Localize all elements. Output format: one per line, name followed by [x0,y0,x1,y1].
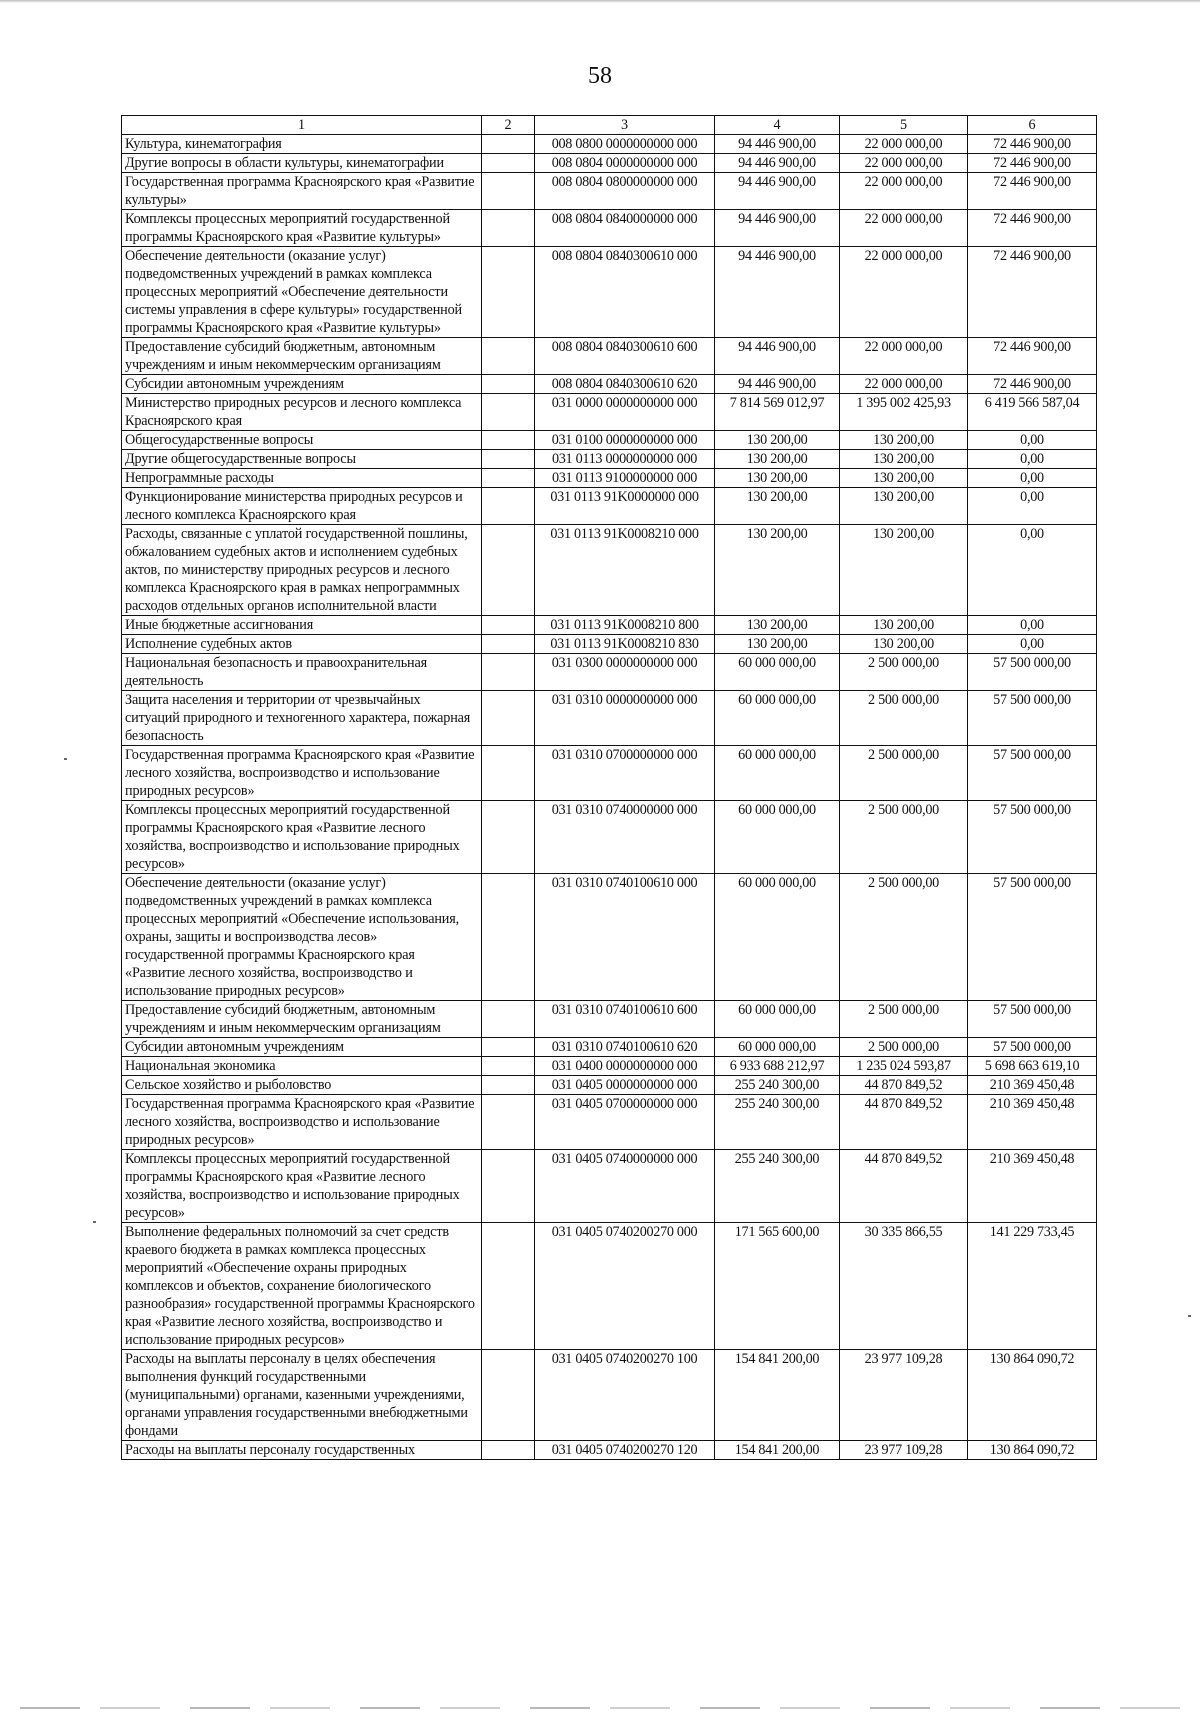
cell-col-5: 22 000 000,00 [840,338,968,375]
cell-col-5: 130 200,00 [840,488,968,525]
cell-col-2 [482,338,535,375]
cell-col-4: 60 000 000,00 [715,746,840,801]
cell-col-2 [482,173,535,210]
header-col-6: 6 [968,116,1097,135]
table-row [122,394,1097,431]
cell-name: Расходы на выплаты персоналу государственных [122,1441,482,1460]
table-row [122,1095,1097,1150]
cell-col-6: 0,00 [968,450,1097,469]
cell-code: 008 0804 0840000000 000 [535,210,715,247]
cell-col-4: 94 446 900,00 [715,375,840,394]
cell-code: 031 0405 0740200270 100 [535,1350,715,1441]
cell-col-2 [482,874,535,1001]
cell-name: Комплексы процессных мероприятий государственной программы Красноярского края «Развитие лесного хозяйства, воспроизводство и использование природных ресурсов» [122,1150,482,1223]
table-row [122,431,1097,450]
scan-speck [93,1221,96,1223]
cell-name: Государственная программа Красноярского края «Развитие лесного хозяйства, воспроизводство и использование природных ресурсов» [122,1095,482,1150]
cell-name: Непрограммные расходы [122,469,482,488]
cell-col-6: 0,00 [968,488,1097,525]
cell-col-2 [482,525,535,616]
cell-col-5: 1 235 024 593,87 [840,1057,968,1076]
cell-col-6: 141 229 733,45 [968,1223,1097,1350]
cell-col-6: 72 446 900,00 [968,247,1097,338]
cell-name: Расходы, связанные с уплатой государственной пошлины, обжалованием судебных актов и исполнением судебных актов, по министерству природных ресурсов и лесного комплекса Красноярского края в рамках непрограммных расходов отдельных органов исполнительной власти [122,525,482,616]
table-header [122,116,1097,135]
cell-col-2 [482,1057,535,1076]
cell-col-2 [482,635,535,654]
cell-col-6: 0,00 [968,431,1097,450]
cell-col-4: 6 933 688 212,97 [715,1057,840,1076]
cell-col-5: 22 000 000,00 [840,375,968,394]
cell-code: 031 0113 91K0000000 000 [535,488,715,525]
table-row [122,691,1097,746]
cell-col-4: 154 841 200,00 [715,1441,840,1460]
cell-col-2 [482,801,535,874]
cell-col-5: 44 870 849,52 [840,1095,968,1150]
table-row [122,874,1097,1001]
cell-code: 008 0804 0840300610 600 [535,338,715,375]
cell-col-4: 60 000 000,00 [715,801,840,874]
cell-col-2 [482,1441,535,1460]
scan-speck [1188,1315,1191,1317]
cell-col-2 [482,394,535,431]
cell-code: 031 0000 0000000000 000 [535,394,715,431]
cell-name: Министерство природных ресурсов и лесного комплекса Красноярского края [122,394,482,431]
cell-name: Другие общегосударственные вопросы [122,450,482,469]
table-row [122,1223,1097,1350]
cell-col-6: 210 369 450,48 [968,1076,1097,1095]
cell-col-5: 22 000 000,00 [840,247,968,338]
cell-col-6: 57 500 000,00 [968,874,1097,1001]
cell-col-4: 94 446 900,00 [715,247,840,338]
budget-table [121,115,1097,1460]
cell-code: 031 0405 0700000000 000 [535,1095,715,1150]
table-row [122,488,1097,525]
table-row [122,450,1097,469]
cell-col-5: 44 870 849,52 [840,1076,968,1095]
cell-col-4: 94 446 900,00 [715,173,840,210]
cell-col-4: 60 000 000,00 [715,654,840,691]
cell-col-6: 57 500 000,00 [968,691,1097,746]
cell-code: 031 0310 0000000000 000 [535,691,715,746]
cell-col-5: 2 500 000,00 [840,1038,968,1057]
cell-col-2 [482,1095,535,1150]
table-row [122,154,1097,173]
scan-speck [64,758,67,760]
cell-col-4: 94 446 900,00 [715,154,840,173]
cell-col-2 [482,1150,535,1223]
cell-col-6: 57 500 000,00 [968,1038,1097,1057]
cell-col-2 [482,210,535,247]
cell-col-6: 72 446 900,00 [968,210,1097,247]
table-row [122,635,1097,654]
cell-col-4: 130 200,00 [715,431,840,450]
cell-name: Предоставление субсидий бюджетным, автономным учреждениям и иным некоммерческим организациям [122,1001,482,1038]
cell-name: Национальная экономика [122,1057,482,1076]
table-row [122,1057,1097,1076]
table-row [122,1150,1097,1223]
header-row [122,116,1097,135]
table-body [122,135,1097,1460]
cell-col-5: 23 977 109,28 [840,1350,968,1441]
cell-col-5: 2 500 000,00 [840,801,968,874]
cell-code: 031 0405 0000000000 000 [535,1076,715,1095]
table-row [122,375,1097,394]
cell-col-4: 94 446 900,00 [715,210,840,247]
cell-col-6: 0,00 [968,525,1097,616]
cell-col-5: 23 977 109,28 [840,1441,968,1460]
cell-col-4: 154 841 200,00 [715,1350,840,1441]
cell-name: Обеспечение деятельности (оказание услуг) подведомственных учреждений в рамках комплекса процессных мероприятий «Обеспечение деятельности системы управления в сфере культуры» государственной программы Красноярского края «Развитие культуры» [122,247,482,338]
cell-col-5: 22 000 000,00 [840,210,968,247]
cell-col-6: 57 500 000,00 [968,654,1097,691]
cell-col-5: 2 500 000,00 [840,654,968,691]
header-col-4: 4 [715,116,840,135]
cell-name: Функционирование министерства природных ресурсов и лесного комплекса Красноярского края [122,488,482,525]
cell-code: 008 0804 0840300610 620 [535,375,715,394]
table-row [122,654,1097,691]
cell-code: 008 0804 0800000000 000 [535,173,715,210]
header-col-5: 5 [840,116,968,135]
cell-col-6: 72 446 900,00 [968,135,1097,154]
cell-col-6: 57 500 000,00 [968,801,1097,874]
cell-code: 031 0300 0000000000 000 [535,654,715,691]
cell-col-2 [482,135,535,154]
cell-col-4: 130 200,00 [715,616,840,635]
table-row [122,1350,1097,1441]
cell-name: Национальная безопасность и правоохранительная деятельность [122,654,482,691]
cell-col-4: 60 000 000,00 [715,874,840,1001]
cell-code: 031 0113 91K0008210 000 [535,525,715,616]
cell-col-2 [482,1038,535,1057]
table-row [122,746,1097,801]
table-row [122,247,1097,338]
cell-col-2 [482,746,535,801]
cell-col-5: 2 500 000,00 [840,874,968,1001]
cell-col-4: 60 000 000,00 [715,1001,840,1038]
cell-code: 031 0113 9100000000 000 [535,469,715,488]
table-row [122,1076,1097,1095]
cell-code: 008 0800 0000000000 000 [535,135,715,154]
cell-col-5: 130 200,00 [840,431,968,450]
cell-col-6: 72 446 900,00 [968,375,1097,394]
cell-col-4: 130 200,00 [715,450,840,469]
table-row [122,801,1097,874]
cell-col-5: 30 335 866,55 [840,1223,968,1350]
cell-col-6: 0,00 [968,616,1097,635]
cell-col-6: 130 864 090,72 [968,1350,1097,1441]
cell-col-5: 130 200,00 [840,635,968,654]
cell-col-6: 0,00 [968,635,1097,654]
cell-code: 031 0310 0740100610 600 [535,1001,715,1038]
cell-col-5: 22 000 000,00 [840,154,968,173]
cell-code: 008 0804 0840300610 000 [535,247,715,338]
cell-name: Обеспечение деятельности (оказание услуг) подведомственных учреждений в рамках комплекса процессных мероприятий «Обеспечение использования, охраны, защиты и воспроизводства лесов» государственной программы Красноярского края «Развитие лесного хозяйства, воспроизводство и использование природных ресурсов» [122,874,482,1001]
cell-col-6: 57 500 000,00 [968,1001,1097,1038]
cell-col-6: 5 698 663 619,10 [968,1057,1097,1076]
cell-col-6: 210 369 450,48 [968,1095,1097,1150]
cell-name: Субсидии автономным учреждениям [122,375,482,394]
cell-col-2 [482,375,535,394]
table-row [122,525,1097,616]
cell-code: 031 0113 91K0008210 830 [535,635,715,654]
table-row [122,616,1097,635]
cell-col-5: 130 200,00 [840,450,968,469]
cell-name: Государственная программа Красноярского края «Развитие лесного хозяйства, воспроизводство и использование природных ресурсов» [122,746,482,801]
cell-col-2 [482,469,535,488]
cell-col-4: 94 446 900,00 [715,135,840,154]
cell-name: Сельское хозяйство и рыболовство [122,1076,482,1095]
scan-edge-bottom [20,1707,1180,1709]
cell-col-2 [482,1001,535,1038]
cell-col-4: 171 565 600,00 [715,1223,840,1350]
cell-name: Комплексы процессных мероприятий государственной программы Красноярского края «Развитие лесного хозяйства, воспроизводство и использование природных ресурсов» [122,801,482,874]
cell-col-2 [482,488,535,525]
cell-col-6: 72 446 900,00 [968,173,1097,210]
header-col-2: 2 [482,116,535,135]
cell-col-4: 255 240 300,00 [715,1076,840,1095]
cell-col-4: 60 000 000,00 [715,691,840,746]
header-col-3: 3 [535,116,715,135]
cell-col-5: 2 500 000,00 [840,1001,968,1038]
cell-col-5: 2 500 000,00 [840,691,968,746]
table-row [122,1001,1097,1038]
cell-col-2 [482,654,535,691]
cell-col-6: 6 419 566 587,04 [968,394,1097,431]
cell-col-6: 0,00 [968,469,1097,488]
cell-code: 031 0100 0000000000 000 [535,431,715,450]
cell-col-6: 57 500 000,00 [968,746,1097,801]
cell-col-5: 22 000 000,00 [840,173,968,210]
cell-col-2 [482,450,535,469]
cell-col-5: 44 870 849,52 [840,1150,968,1223]
cell-name: Исполнение судебных актов [122,635,482,654]
cell-col-5: 22 000 000,00 [840,135,968,154]
cell-name: Предоставление субсидий бюджетным, автономным учреждениям и иным некоммерческим организациям [122,338,482,375]
table-row [122,338,1097,375]
header-col-1: 1 [122,116,482,135]
cell-col-5: 130 200,00 [840,616,968,635]
cell-col-2 [482,1076,535,1095]
cell-code: 031 0405 0740200270 000 [535,1223,715,1350]
cell-code: 031 0310 0740000000 000 [535,801,715,874]
table-row [122,135,1097,154]
cell-col-2 [482,431,535,450]
cell-col-4: 60 000 000,00 [715,1038,840,1057]
cell-col-5: 130 200,00 [840,525,968,616]
cell-name: Защита населения и территории от чрезвычайных ситуаций природного и техногенного характера, пожарная безопасность [122,691,482,746]
table-row [122,1441,1097,1460]
table-row [122,1038,1097,1057]
cell-col-2 [482,247,535,338]
cell-col-2 [482,1223,535,1350]
cell-name: Культура, кинематография [122,135,482,154]
cell-code: 031 0400 0000000000 000 [535,1057,715,1076]
cell-name: Государственная программа Красноярского края «Развитие культуры» [122,173,482,210]
cell-col-2 [482,154,535,173]
table-row [122,210,1097,247]
scan-edge-top [0,0,1200,3]
cell-col-4: 255 240 300,00 [715,1095,840,1150]
cell-col-4: 255 240 300,00 [715,1150,840,1223]
cell-col-4: 94 446 900,00 [715,338,840,375]
cell-code: 031 0310 0700000000 000 [535,746,715,801]
cell-col-2 [482,616,535,635]
cell-code: 008 0804 0000000000 000 [535,154,715,173]
cell-name: Другие вопросы в области культуры, кинематографии [122,154,482,173]
cell-code: 031 0113 0000000000 000 [535,450,715,469]
cell-code: 031 0113 91K0008210 800 [535,616,715,635]
cell-code: 031 0405 0740000000 000 [535,1150,715,1223]
table-row [122,469,1097,488]
page-number: 58 [588,63,612,89]
cell-col-5: 1 395 002 425,93 [840,394,968,431]
cell-code: 031 0310 0740100610 000 [535,874,715,1001]
cell-col-4: 7 814 569 012,97 [715,394,840,431]
cell-name: Иные бюджетные ассигнования [122,616,482,635]
cell-name: Выполнение федеральных полномочий за счет средств краевого бюджета в рамках комплекса процессных мероприятий «Обеспечение охраны природных комплексов и объектов, сохранение биологического разнообразия» государственной программы Красноярского края «Развитие лесного хозяйства, воспроизводство и использование природных ресурсов» [122,1223,482,1350]
cell-col-4: 130 200,00 [715,488,840,525]
cell-col-5: 130 200,00 [840,469,968,488]
cell-name: Субсидии автономным учреждениям [122,1038,482,1057]
cell-col-6: 72 446 900,00 [968,154,1097,173]
table-row [122,173,1097,210]
cell-col-4: 130 200,00 [715,525,840,616]
cell-col-2 [482,1350,535,1441]
cell-col-2 [482,691,535,746]
cell-code: 031 0405 0740200270 120 [535,1441,715,1460]
cell-name: Комплексы процессных мероприятий государственной программы Красноярского края «Развитие культуры» [122,210,482,247]
cell-code: 031 0310 0740100610 620 [535,1038,715,1057]
cell-col-4: 130 200,00 [715,469,840,488]
cell-col-6: 210 369 450,48 [968,1150,1097,1223]
cell-name: Общегосударственные вопросы [122,431,482,450]
cell-col-4: 130 200,00 [715,635,840,654]
cell-col-6: 72 446 900,00 [968,338,1097,375]
cell-col-6: 130 864 090,72 [968,1441,1097,1460]
cell-col-5: 2 500 000,00 [840,746,968,801]
cell-name: Расходы на выплаты персоналу в целях обеспечения выполнения функций государственными (муниципальными) органами, казенными учреждениями, органами управления государственными внебюджетными фондами [122,1350,482,1441]
